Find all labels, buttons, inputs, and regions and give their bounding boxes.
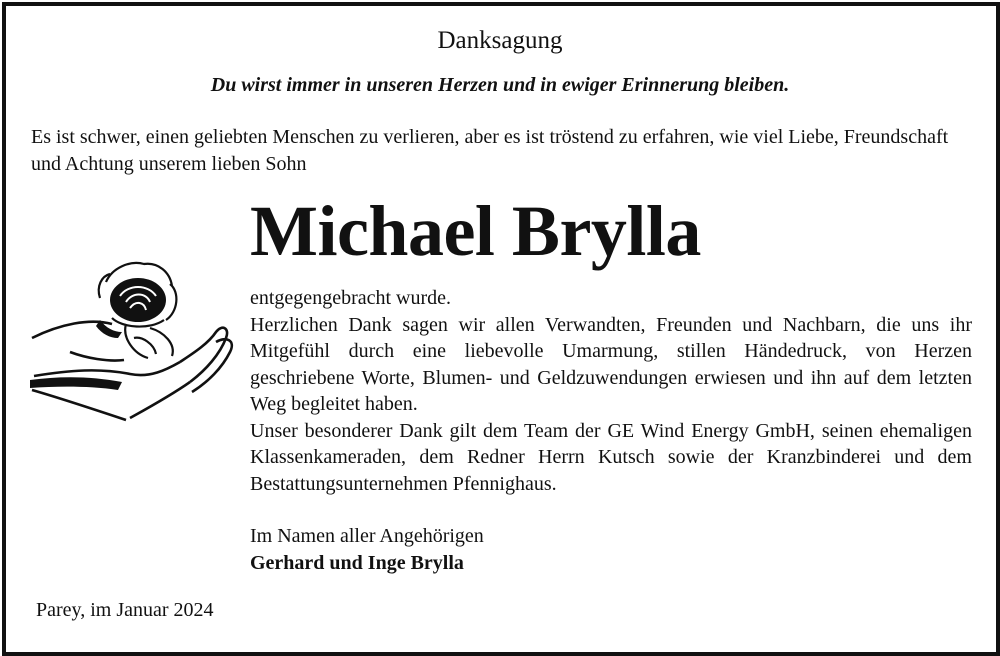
body-paragraph: Herzlichen Dank sagen wir allen Verwandten, Freunden und Nachbarn, die uns ihr Mitgefühl durch eine liebevolle Umarmung, stillen Händedruck, von Herzen geschriebene Worte, Blumen- und Geldzuwendungen erwiesen und ihn auf dem letzten Weg begleitet haben. [250,313,972,415]
rose-in-hands-icon [30,258,240,433]
signature-block [250,523,484,577]
body-paragraph: Unser besonderer Dank gilt dem Team der GE Wind Energy GmbH, seinen ehemaligen Klassenkameraden, dem Redner Herrn Kutsch sowie der Kranzbinderei und dem Bestattungsunternehmen Pfennighaus. [250,419,972,495]
signature-names: Gerhard und Inge Brylla [250,552,464,574]
signature-line: Im Namen aller Angehörigen [250,525,484,547]
intro-text: Es ist schwer, einen geliebten Menschen zu verlieren, aber es ist tröstend zu erfahren, wie viel Liebe, Freundschaft und Achtung unserem lieben Sohn [31,126,949,175]
deceased-name: Michael Brylla [250,191,701,271]
place-date: Parey, im Januar 2024 [36,599,214,621]
body-text [250,285,972,497]
notice-subheading: Du wirst immer in unseren Herzen und in ewiger Erinnerung bleiben. [210,74,790,96]
body-paragraph: entgegengebracht wurde. [250,287,452,309]
notice-heading: Danksagung [437,27,563,54]
